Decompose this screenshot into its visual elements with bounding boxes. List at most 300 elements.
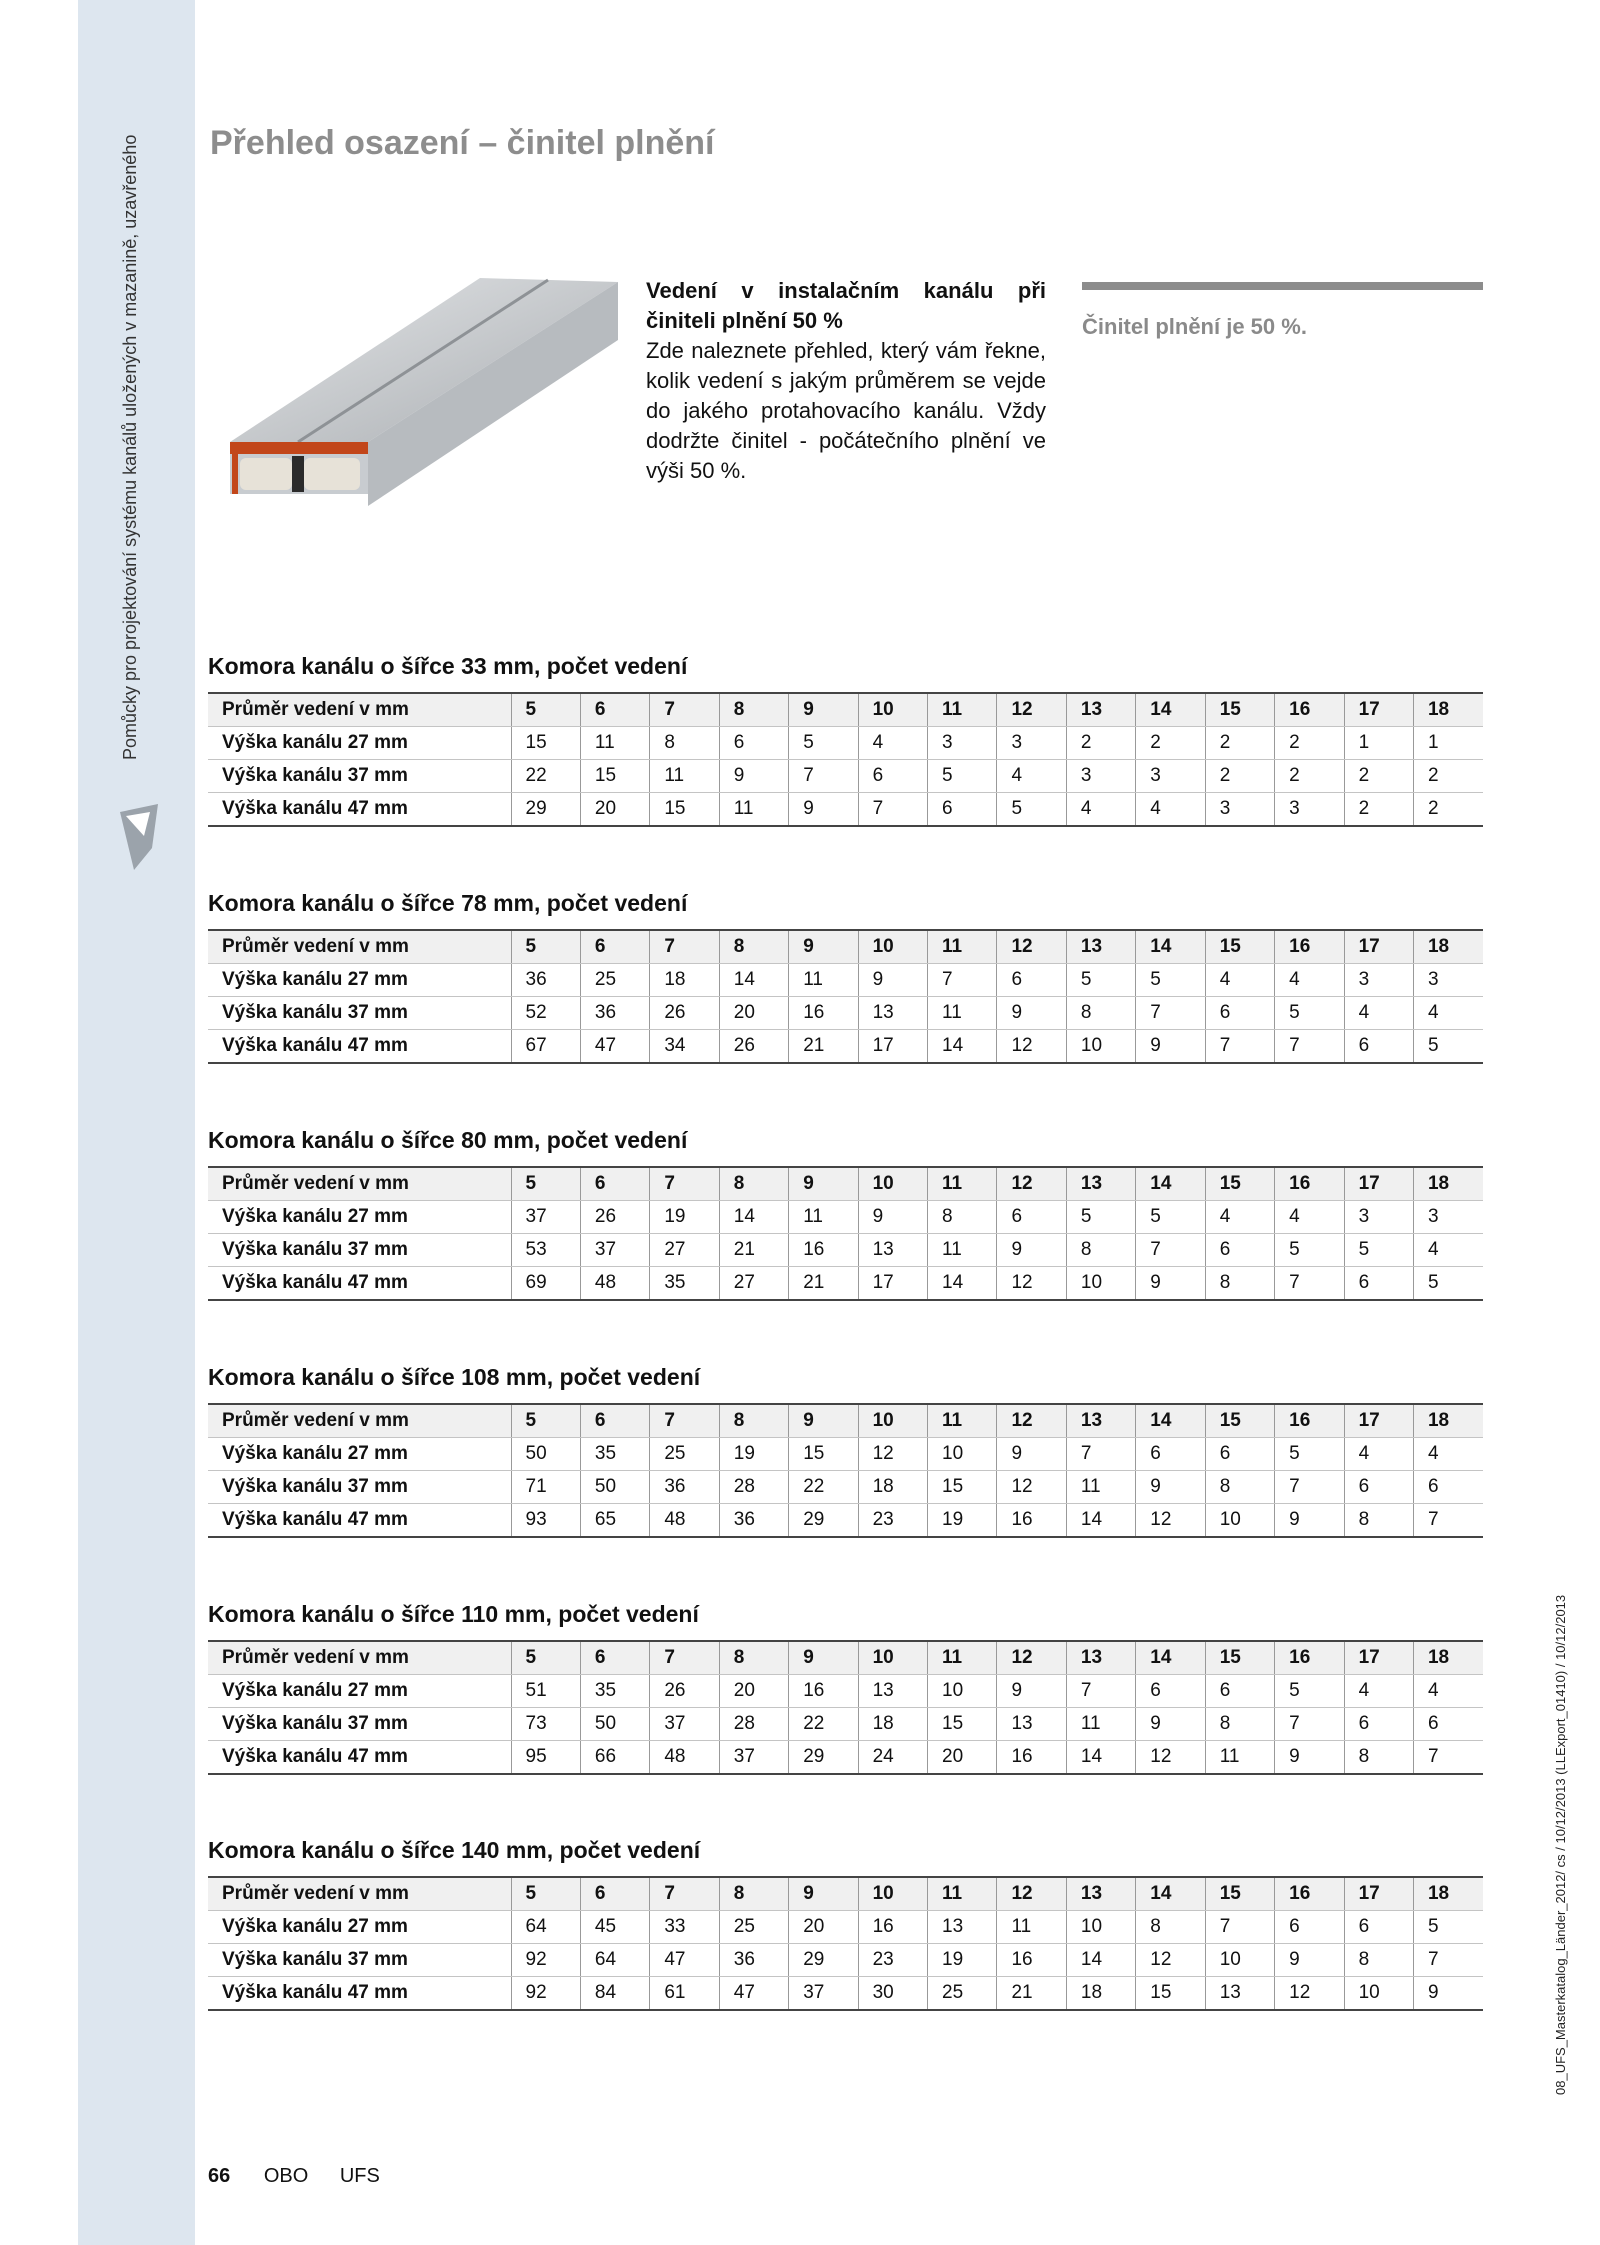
diameter-header-cell: 10 — [858, 1167, 927, 1201]
count-cell: 15 — [928, 1708, 997, 1741]
row-label-cell: Výška kanálu 47 mm — [208, 1977, 511, 2011]
count-cell: 61 — [650, 1977, 719, 2011]
diameter-header-cell: 9 — [789, 693, 858, 727]
count-cell: 4 — [1344, 1675, 1413, 1708]
diameter-header-cell: 7 — [650, 693, 719, 727]
count-cell: 27 — [650, 1234, 719, 1267]
header-label-cell: Průměr vedení v mm — [208, 693, 511, 727]
count-cell: 7 — [1066, 1438, 1135, 1471]
count-cell: 12 — [997, 1267, 1066, 1301]
diameter-header-cell: 8 — [719, 1641, 788, 1675]
count-cell: 15 — [650, 793, 719, 827]
count-cell: 26 — [650, 997, 719, 1030]
diameter-header-cell: 16 — [1275, 1167, 1344, 1201]
count-cell: 10 — [1066, 1911, 1135, 1944]
count-cell: 9 — [997, 1234, 1066, 1267]
count-cell: 7 — [1205, 1911, 1274, 1944]
count-cell: 7 — [1275, 1030, 1344, 1064]
count-cell: 9 — [1275, 1944, 1344, 1977]
diameter-header-cell: 15 — [1205, 1404, 1274, 1438]
count-cell: 6 — [1413, 1471, 1483, 1504]
count-cell: 6 — [1205, 997, 1274, 1030]
count-cell: 22 — [789, 1708, 858, 1741]
count-cell: 48 — [650, 1741, 719, 1775]
count-cell: 18 — [858, 1708, 927, 1741]
diameter-header-cell: 5 — [511, 693, 580, 727]
diameter-header-cell: 18 — [1413, 1877, 1483, 1911]
count-cell: 10 — [1205, 1504, 1274, 1538]
diameter-header-cell: 11 — [928, 693, 997, 727]
count-cell: 3 — [1344, 964, 1413, 997]
count-cell: 24 — [858, 1741, 927, 1775]
diameter-header-cell: 7 — [650, 1167, 719, 1201]
diameter-header-cell: 18 — [1413, 1167, 1483, 1201]
diameter-header-cell: 8 — [719, 693, 788, 727]
diameter-header-cell: 12 — [997, 1641, 1066, 1675]
count-cell: 8 — [1066, 997, 1135, 1030]
count-cell: 5 — [1136, 1201, 1205, 1234]
count-cell: 12 — [1136, 1504, 1205, 1538]
count-cell: 9 — [1136, 1471, 1205, 1504]
count-cell: 9 — [1136, 1267, 1205, 1301]
count-cell: 16 — [997, 1741, 1066, 1775]
count-cell: 14 — [1066, 1944, 1135, 1977]
count-cell: 13 — [1205, 1977, 1274, 2011]
diameter-header-cell: 14 — [1136, 1404, 1205, 1438]
count-cell: 48 — [580, 1267, 649, 1301]
table-section — [208, 889, 1483, 1064]
count-cell: 3 — [1136, 760, 1205, 793]
count-cell: 14 — [719, 964, 788, 997]
table-section — [208, 1363, 1483, 1538]
count-cell: 9 — [858, 1201, 927, 1234]
table-row — [208, 1504, 1483, 1538]
count-cell: 6 — [1344, 1708, 1413, 1741]
page-number: 66 — [208, 2165, 231, 2187]
count-cell: 7 — [928, 964, 997, 997]
table-row — [208, 1030, 1483, 1064]
count-cell: 37 — [511, 1201, 580, 1234]
count-cell: 14 — [928, 1267, 997, 1301]
count-cell: 11 — [789, 964, 858, 997]
count-cell: 8 — [1136, 1911, 1205, 1944]
diameter-header-cell: 16 — [1275, 1877, 1344, 1911]
diameter-header-cell: 6 — [580, 1641, 649, 1675]
count-cell: 17 — [858, 1030, 927, 1064]
count-cell: 28 — [719, 1471, 788, 1504]
count-cell: 5 — [1344, 1234, 1413, 1267]
table-row — [208, 1708, 1483, 1741]
count-cell: 10 — [1066, 1267, 1135, 1301]
count-cell: 7 — [1275, 1708, 1344, 1741]
count-cell: 29 — [789, 1741, 858, 1775]
footer-brand: OBO — [263, 2165, 309, 2187]
count-cell: 50 — [511, 1438, 580, 1471]
count-cell: 13 — [997, 1708, 1066, 1741]
count-cell: 1 — [1413, 727, 1483, 760]
footer-product: UFS — [339, 2165, 380, 2187]
count-cell: 5 — [1413, 1267, 1483, 1301]
row-label-cell: Výška kanálu 37 mm — [208, 1944, 511, 1977]
diameter-header-cell: 11 — [928, 1167, 997, 1201]
table-section — [208, 1126, 1483, 1301]
count-cell: 4 — [1413, 1234, 1483, 1267]
count-cell: 6 — [928, 793, 997, 827]
count-cell: 26 — [580, 1201, 649, 1234]
count-cell: 11 — [1066, 1708, 1135, 1741]
channel-product-image — [218, 270, 618, 510]
diameter-header-cell: 9 — [789, 1877, 858, 1911]
diameter-header-cell: 14 — [1136, 1877, 1205, 1911]
count-cell: 22 — [789, 1471, 858, 1504]
count-cell: 13 — [858, 1234, 927, 1267]
count-cell: 12 — [1136, 1944, 1205, 1977]
count-cell: 13 — [858, 1675, 927, 1708]
count-cell: 29 — [511, 793, 580, 827]
intro-body: Zde naleznete přehled, který vám řekne, kolik vedení s jakým průměrem se vejde do jakého protahovacího kanálu. Vždy dodržte činitel - počátečního plnění ve výši 50 %. — [646, 338, 1046, 483]
count-cell: 5 — [997, 793, 1066, 827]
count-cell: 6 — [1344, 1030, 1413, 1064]
count-cell: 4 — [1136, 793, 1205, 827]
count-cell: 7 — [1136, 997, 1205, 1030]
count-cell: 21 — [719, 1234, 788, 1267]
count-cell: 66 — [580, 1741, 649, 1775]
count-cell: 4 — [1275, 1201, 1344, 1234]
header-label-cell: Průměr vedení v mm — [208, 1641, 511, 1675]
diameter-header-cell: 8 — [719, 930, 788, 964]
count-cell: 2 — [1344, 760, 1413, 793]
count-cell: 3 — [1066, 760, 1135, 793]
diameter-header-cell: 17 — [1344, 1404, 1413, 1438]
count-cell: 29 — [789, 1504, 858, 1538]
table-row — [208, 793, 1483, 827]
count-cell: 25 — [719, 1911, 788, 1944]
count-cell: 84 — [580, 1977, 649, 2011]
count-cell: 2 — [1205, 727, 1274, 760]
count-cell: 22 — [511, 760, 580, 793]
count-cell: 21 — [789, 1030, 858, 1064]
count-cell: 15 — [789, 1438, 858, 1471]
count-cell: 2 — [1136, 727, 1205, 760]
count-cell: 10 — [928, 1438, 997, 1471]
count-cell: 5 — [1066, 964, 1135, 997]
count-cell: 13 — [858, 997, 927, 1030]
count-cell: 11 — [719, 793, 788, 827]
diameter-header-cell: 5 — [511, 1167, 580, 1201]
count-cell: 92 — [511, 1944, 580, 1977]
diameter-header-cell: 6 — [580, 930, 649, 964]
table-title: Komora kanálu o šířce 78 mm, počet vedení — [208, 890, 688, 916]
table-section — [208, 1600, 1483, 1775]
count-cell: 2 — [1413, 760, 1483, 793]
diameter-header-cell: 7 — [650, 1404, 719, 1438]
count-cell: 8 — [1344, 1944, 1413, 1977]
count-cell: 30 — [858, 1977, 927, 2011]
diameter-header-cell: 9 — [789, 1641, 858, 1675]
count-cell: 15 — [1136, 1977, 1205, 2011]
diameter-header-cell: 17 — [1344, 693, 1413, 727]
diameter-header-cell: 13 — [1066, 930, 1135, 964]
diameter-header-cell: 9 — [789, 1167, 858, 1201]
diameter-header-cell: 12 — [997, 1877, 1066, 1911]
count-cell: 50 — [580, 1471, 649, 1504]
count-cell: 11 — [928, 1234, 997, 1267]
diameter-header-cell: 16 — [1275, 1641, 1344, 1675]
fill-count-table — [208, 929, 1483, 1064]
diameter-header-cell: 17 — [1344, 1167, 1413, 1201]
count-cell: 8 — [928, 1201, 997, 1234]
count-cell: 35 — [580, 1675, 649, 1708]
diameter-header-cell: 7 — [650, 1877, 719, 1911]
diameter-header-cell: 12 — [997, 1167, 1066, 1201]
diameter-header-cell: 8 — [719, 1404, 788, 1438]
count-cell: 69 — [511, 1267, 580, 1301]
table-header-row — [208, 693, 1483, 727]
fill-count-table — [208, 692, 1483, 827]
table-row — [208, 1977, 1483, 2011]
table-row — [208, 997, 1483, 1030]
count-cell: 6 — [1344, 1471, 1413, 1504]
diameter-header-cell: 13 — [1066, 1404, 1135, 1438]
diameter-header-cell: 5 — [511, 1404, 580, 1438]
row-label-cell: Výška kanálu 47 mm — [208, 1030, 511, 1064]
page-footer — [208, 2165, 380, 2188]
count-cell: 10 — [1066, 1030, 1135, 1064]
count-cell: 21 — [789, 1267, 858, 1301]
diameter-header-cell: 10 — [858, 1641, 927, 1675]
count-cell: 36 — [719, 1944, 788, 1977]
diameter-header-cell: 15 — [1205, 693, 1274, 727]
table-row — [208, 760, 1483, 793]
diameter-header-cell: 10 — [858, 1404, 927, 1438]
count-cell: 25 — [650, 1438, 719, 1471]
count-cell: 5 — [789, 727, 858, 760]
diameter-header-cell: 11 — [928, 1641, 997, 1675]
count-cell: 9 — [858, 964, 927, 997]
diameter-header-cell: 13 — [1066, 1167, 1135, 1201]
count-cell: 25 — [580, 964, 649, 997]
row-label-cell: Výška kanálu 27 mm — [208, 964, 511, 997]
table-row — [208, 1741, 1483, 1775]
count-cell: 48 — [650, 1504, 719, 1538]
row-label-cell: Výška kanálu 37 mm — [208, 1234, 511, 1267]
count-cell: 15 — [511, 727, 580, 760]
count-cell: 6 — [1344, 1911, 1413, 1944]
count-cell: 16 — [858, 1911, 927, 1944]
count-cell: 7 — [789, 760, 858, 793]
fill-count-table — [208, 1403, 1483, 1538]
count-cell: 10 — [1205, 1944, 1274, 1977]
count-cell: 5 — [1413, 1030, 1483, 1064]
count-cell: 9 — [1136, 1708, 1205, 1741]
count-cell: 28 — [719, 1708, 788, 1741]
count-cell: 4 — [1205, 1201, 1274, 1234]
fill-count-table — [208, 1876, 1483, 2011]
count-cell: 4 — [858, 727, 927, 760]
diameter-header-cell: 15 — [1205, 1877, 1274, 1911]
count-cell: 9 — [997, 1675, 1066, 1708]
count-cell: 35 — [580, 1438, 649, 1471]
count-cell: 4 — [1275, 964, 1344, 997]
count-cell: 95 — [511, 1741, 580, 1775]
diameter-header-cell: 14 — [1136, 693, 1205, 727]
count-cell: 36 — [650, 1471, 719, 1504]
header-label-cell: Průměr vedení v mm — [208, 1404, 511, 1438]
table-section — [208, 1836, 1483, 2011]
diameter-header-cell: 7 — [650, 1641, 719, 1675]
diameter-header-cell: 16 — [1275, 1404, 1344, 1438]
count-cell: 5 — [1275, 1234, 1344, 1267]
diameter-header-cell: 13 — [1066, 693, 1135, 727]
count-cell: 8 — [1205, 1267, 1274, 1301]
count-cell: 64 — [511, 1911, 580, 1944]
table-row — [208, 1267, 1483, 1301]
count-cell: 4 — [1413, 1675, 1483, 1708]
count-cell: 7 — [1275, 1471, 1344, 1504]
count-cell: 11 — [580, 727, 649, 760]
count-cell: 6 — [997, 1201, 1066, 1234]
count-cell: 21 — [997, 1977, 1066, 2011]
count-cell: 7 — [1413, 1504, 1483, 1538]
header-label-cell: Průměr vedení v mm — [208, 930, 511, 964]
count-cell: 52 — [511, 997, 580, 1030]
count-cell: 4 — [1413, 997, 1483, 1030]
count-cell: 37 — [580, 1234, 649, 1267]
count-cell: 4 — [1066, 793, 1135, 827]
count-cell: 12 — [997, 1471, 1066, 1504]
diameter-header-cell: 10 — [858, 1877, 927, 1911]
count-cell: 16 — [997, 1504, 1066, 1538]
count-cell: 4 — [1413, 1438, 1483, 1471]
count-cell: 15 — [928, 1471, 997, 1504]
diameter-header-cell: 15 — [1205, 1167, 1274, 1201]
count-cell: 5 — [1066, 1201, 1135, 1234]
table-row — [208, 964, 1483, 997]
count-cell: 11 — [1205, 1741, 1274, 1775]
count-cell: 12 — [858, 1438, 927, 1471]
diameter-header-cell: 6 — [580, 1404, 649, 1438]
count-cell: 50 — [580, 1708, 649, 1741]
row-label-cell: Výška kanálu 37 mm — [208, 997, 511, 1030]
count-cell: 7 — [858, 793, 927, 827]
row-label-cell: Výška kanálu 37 mm — [208, 1708, 511, 1741]
count-cell: 8 — [1205, 1471, 1274, 1504]
diameter-header-cell: 11 — [928, 1404, 997, 1438]
count-cell: 20 — [928, 1741, 997, 1775]
count-cell: 11 — [650, 760, 719, 793]
count-cell: 6 — [1205, 1675, 1274, 1708]
count-cell: 5 — [928, 760, 997, 793]
count-cell: 33 — [650, 1911, 719, 1944]
count-cell: 6 — [1205, 1234, 1274, 1267]
count-cell: 4 — [1205, 964, 1274, 997]
count-cell: 29 — [789, 1944, 858, 1977]
table-row — [208, 1471, 1483, 1504]
count-cell: 11 — [997, 1911, 1066, 1944]
diameter-header-cell: 7 — [650, 930, 719, 964]
count-cell: 8 — [1344, 1741, 1413, 1775]
count-cell: 9 — [1275, 1504, 1344, 1538]
count-cell: 11 — [1066, 1471, 1135, 1504]
fill-factor-note: Činitel plnění je 50 %. — [1082, 314, 1307, 339]
count-cell: 25 — [928, 1977, 997, 2011]
count-cell: 47 — [650, 1944, 719, 1977]
count-cell: 9 — [789, 793, 858, 827]
count-cell: 16 — [997, 1944, 1066, 1977]
diameter-header-cell: 11 — [928, 930, 997, 964]
table-row — [208, 1438, 1483, 1471]
count-cell: 53 — [511, 1234, 580, 1267]
count-cell: 71 — [511, 1471, 580, 1504]
count-cell: 14 — [1066, 1504, 1135, 1538]
table-title: Komora kanálu o šířce 110 mm, počet vedení — [208, 1601, 699, 1627]
table-row — [208, 1201, 1483, 1234]
count-cell: 19 — [928, 1504, 997, 1538]
diameter-header-cell: 14 — [1136, 1167, 1205, 1201]
table-row — [208, 1234, 1483, 1267]
diameter-header-cell: 18 — [1413, 693, 1483, 727]
row-label-cell: Výška kanálu 37 mm — [208, 760, 511, 793]
count-cell: 65 — [580, 1504, 649, 1538]
count-cell: 12 — [1275, 1977, 1344, 2011]
intro-text — [646, 276, 1046, 486]
table-header-row — [208, 930, 1483, 964]
table-title: Komora kanálu o šířce 80 mm, počet vedení — [208, 1127, 688, 1153]
count-cell: 2 — [1344, 793, 1413, 827]
count-cell: 67 — [511, 1030, 580, 1064]
count-cell: 3 — [928, 727, 997, 760]
count-cell: 8 — [650, 727, 719, 760]
count-cell: 2 — [1205, 760, 1274, 793]
count-cell: 36 — [580, 997, 649, 1030]
count-cell: 3 — [1205, 793, 1274, 827]
count-cell: 16 — [789, 1675, 858, 1708]
table-header-row — [208, 1641, 1483, 1675]
count-cell: 47 — [580, 1030, 649, 1064]
diameter-header-cell: 18 — [1413, 1641, 1483, 1675]
count-cell: 36 — [511, 964, 580, 997]
diameter-header-cell: 6 — [580, 1877, 649, 1911]
count-cell: 45 — [580, 1911, 649, 1944]
count-cell: 14 — [719, 1201, 788, 1234]
count-cell: 9 — [997, 1438, 1066, 1471]
count-cell: 16 — [789, 997, 858, 1030]
table-title: Komora kanálu o šířce 108 mm, počet vedení — [208, 1364, 701, 1390]
count-cell: 92 — [511, 1977, 580, 2011]
diameter-header-cell: 12 — [997, 1404, 1066, 1438]
table-title: Komora kanálu o šířce 33 mm, počet vedení — [208, 653, 688, 679]
count-cell: 2 — [1413, 793, 1483, 827]
table-row — [208, 1675, 1483, 1708]
row-label-cell: Výška kanálu 47 mm — [208, 793, 511, 827]
count-cell: 7 — [1413, 1944, 1483, 1977]
count-cell: 7 — [1066, 1675, 1135, 1708]
count-cell: 19 — [928, 1944, 997, 1977]
table-row — [208, 1944, 1483, 1977]
count-cell: 6 — [1136, 1438, 1205, 1471]
count-cell: 6 — [1275, 1911, 1344, 1944]
table-header-row — [208, 1404, 1483, 1438]
diameter-header-cell: 10 — [858, 693, 927, 727]
count-cell: 3 — [1275, 793, 1344, 827]
count-cell: 14 — [1066, 1741, 1135, 1775]
count-cell: 19 — [650, 1201, 719, 1234]
count-cell: 73 — [511, 1708, 580, 1741]
count-cell: 5 — [1136, 964, 1205, 997]
diameter-header-cell: 14 — [1136, 1641, 1205, 1675]
row-label-cell: Výška kanálu 27 mm — [208, 1438, 511, 1471]
count-cell: 35 — [650, 1267, 719, 1301]
